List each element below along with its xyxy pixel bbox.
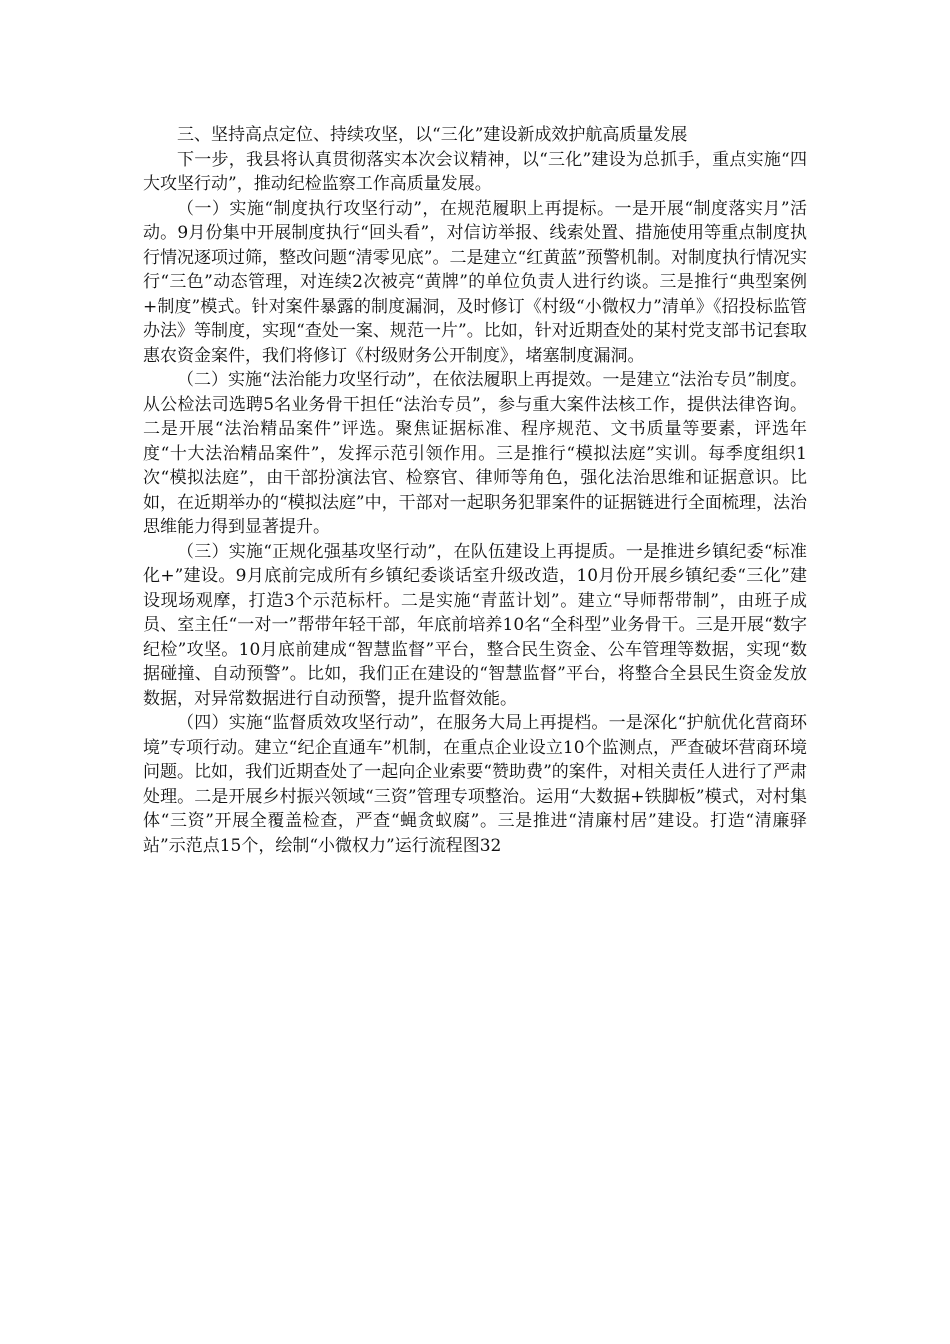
paragraph-rule-of-law: （二）实施“法治能力攻坚行动”，在依法履职上再提效。一是建立“法治专员”制度。从公检法司选聘5名业务骨干担任“法治专员”，参与重大案件法核工作，提供法律咨询。二是开展“法治精品案件”评选。聚焦证据标准、程序规范、文书质量等要素，评选年度“十大法治精品案件”，发挥示范引领作用。三是推行“模拟法庭”实训。每季度组织1次“模拟法庭”，由干部扮演法官、检察官、律师等角色，强化法治思维和证据意识。比如，在近期举办的“模拟法庭”中，干部对一起职务犯罪案件的证据链进行全面梳理，法治思维能力得到显著提升。 — [143, 370, 807, 537]
paragraph-standardization: （三）实施“正规化强基攻坚行动”，在队伍建设上再提质。一是推进乡镇纪委“标准化+”建设。9月底前完成所有乡镇纪委谈话室升级改造，10月份开展乡镇纪委“三化”建设现场观摩，打造3个示范标杆。二是实施“青蓝计划”。建立“导师帮带制”，由班子成员、室主任“一对一”帮带年轻干部，年底前培养10名“全科型”业务骨干。三是开展“数字纪检”攻坚。10月底前建成“智慧监督”平台，整合民生资金、公车管理等数据，实现“数据碰撞、自动预警”。比如，我们正在建设的“智慧监督”平台，将整合全县民生资金发放数据，对异常数据进行自动预警，提升监督效能。 — [143, 541, 807, 709]
paragraph-intro: 下一步，我县将认真贯彻落实本次会议精神，以“三化”建设为总抓手，重点实施“四大攻坚行动”，推动纪检监察工作高质量发展。 — [143, 149, 807, 194]
document-body — [143, 123, 807, 858]
paragraph-institution-execution: （一）实施“制度执行攻坚行动”，在规范履职上再提标。一是开展“制度落实月”活动。9月份集中开展制度执行“回头看”，对信访举报、线索处置、措施使用等重点制度执行情况逐项过筛，整改问题“清零见底”。二是建立“红黄蓝”预警机制。对制度执行情况实行“三色”动态管理，对连续2次被亮“黄牌”的单位负责人进行约谈。三是推行“典型案例+制度”模式。针对案件暴露的制度漏洞，及时修订《村级“小微权力”清单》《招投标监管办法》等制度，实现“查处一案、规范一片”。比如，针对近期查处的某村党支部书记套取惠农资金案件，我们将修订《村级财务公开制度》，堵塞制度漏洞。 — [143, 198, 807, 366]
section-heading: 三、坚持高点定位、持续攻坚，以“三化”建设新成效护航高质量发展 — [177, 125, 688, 145]
paragraph-supervision-efficiency: （四）实施“监督质效攻坚行动”，在服务大局上再提档。一是深化“护航优化营商环境”专项行动。建立“纪企直通车”机制，在重点企业设立10个监测点，严查破坏营商环境问题。比如，我们近期查处了一起向企业索要“赞助费”的案件，对相关责任人进行了严肃处理。二是开展乡村振兴领域“三资”管理专项整治。运用“大数据+铁脚板”模式，对村集体“三资”开展全覆盖检查，严查“蝇贪蚁腐”。三是推进“清廉村居”建设。打造“清廉驿站”示范点15个，绘制“小微权力”运行流程图32 — [143, 713, 807, 856]
